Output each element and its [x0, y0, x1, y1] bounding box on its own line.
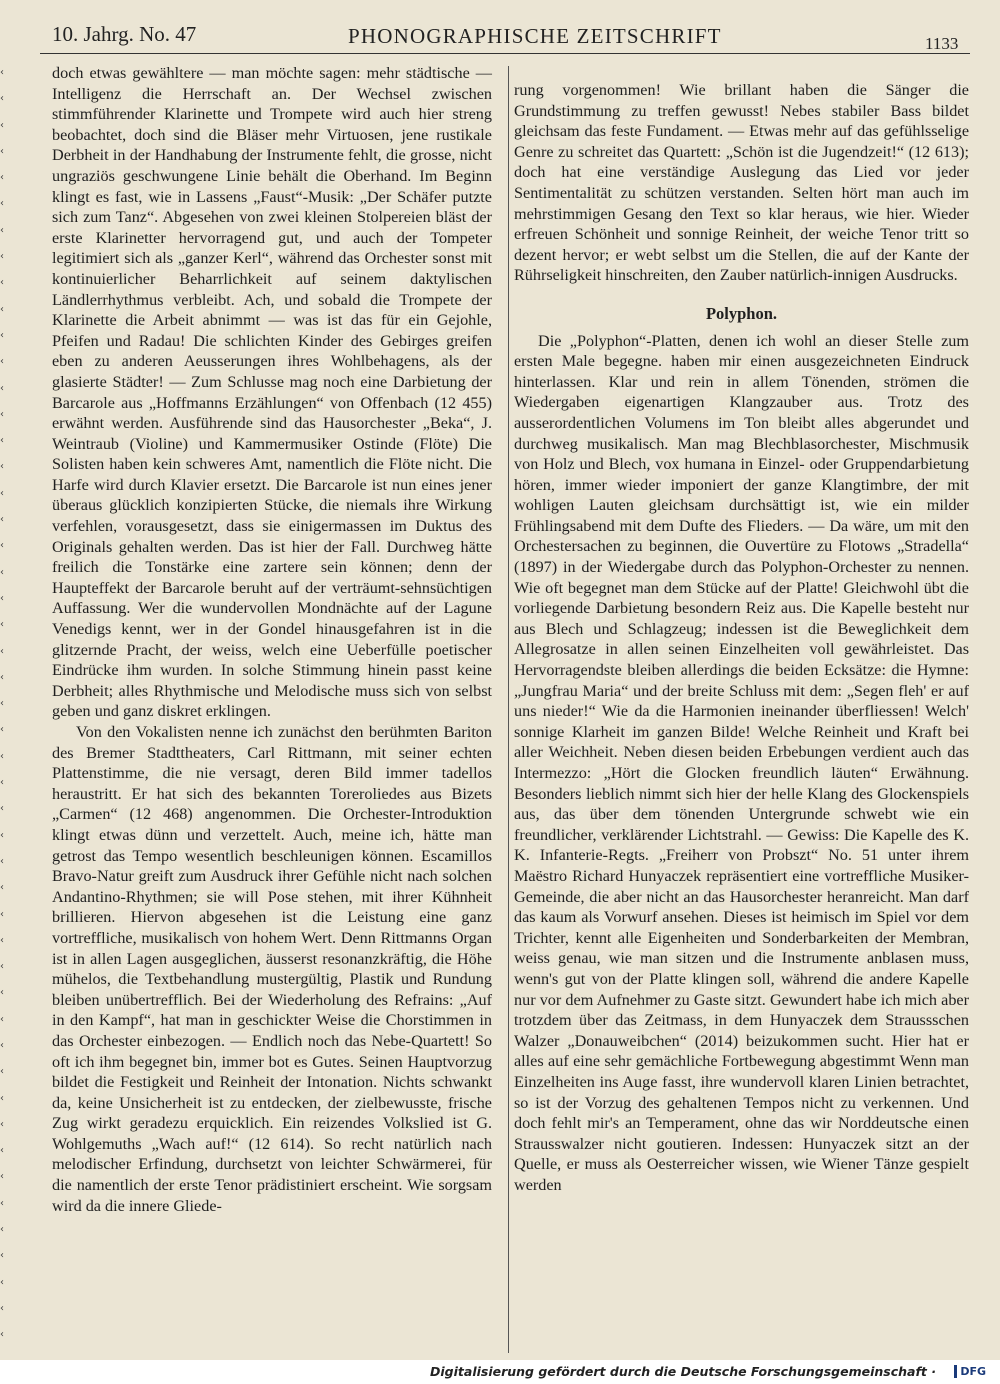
binding-mark-icon: ‹ [0, 619, 4, 631]
binding-mark-icon: ‹ [0, 198, 4, 210]
binding-mark-icon: ‹ [0, 724, 4, 736]
binding-mark-icon: ‹ [0, 698, 4, 710]
binding-mark-icon: ‹ [0, 961, 4, 973]
binding-mark-icon: ‹ [0, 461, 4, 473]
binding-mark-icon: ‹ [0, 329, 4, 341]
binding-mark-icon: ‹ [0, 1066, 4, 1078]
left-paragraph-2: Von den Vokalisten nenne ich zunächst den berühmten Bariton des Bremer Stadttheaters, Carl Rittmann, mit seiner echten Plattenstimme, die nie versagt, deren Bild immer tadellos heraustritt. Er hat sich des bekannten Toreroliedes aus Bizets „Carmen“ (12 468) angenommen. Die Orchester-Introduktion klingt etwas dünn und verzettelt. Auch, meine ich, hätte man getrost das Tempo wesentlich beschleunigen können. Escamillos Bravo-Natur greift zum Ausdruck ihrer Gefühle nicht nach solchen Andantino-Rhythmen; sie will Pose stehen, mit ihrer Kühnheit brillieren. Hiervon abgesehen ist die Leistung eine ganz vortreffliche, musikalisch von hohem Wert. Denn Rittmanns Organ ist in allen Lagen ausgeglichen, äusserst resonanzkräftig, die Höhe mühelos, die Textbehandlung mustergültig, Plastik und Rundung bleiben unübertrefflich. Bei der Wiederholung des Refrains: „Auf in den Kampf“, hat man in geschickter Weise die Chorstimmen in das Orchester einbezogen. — Endlich noch das Nebe-Quartett! So oft ich ihm begegnet bin, immer bot es Gutes. Seinen Hauptvorzug bildet die Festigkeit und Reinheit der Intonation. Nichts schwankt da, keine Unsicherheit ist zu entdecken, der zielbewusste, frische Zug wirkt geradezu erquicklich. Ein reizendes Volkslied ist G. Wohlgemuths „Wach auf!“ (12 614). So recht natürlich nach melodischer Erfindung, durchsetzt von leichter Schwärmerei, für die namentlich der erste Tenor prädistiniert erscheint. Wie sorgsam wird da die innere Gliede- [52, 723, 492, 1215]
binding-mark-icon: ‹ [0, 803, 4, 815]
binding-mark-icon: ‹ [0, 829, 4, 841]
binding-mark-icon: ‹ [0, 1145, 4, 1157]
dfg-logo-icon: DFG [954, 1365, 986, 1378]
footer-bar [0, 1360, 1000, 1384]
binding-mark-icon: ‹ [0, 251, 4, 263]
page-number: 1133 [925, 34, 959, 53]
right-column [514, 80, 969, 1195]
binding-mark-icon: ‹ [0, 1118, 4, 1130]
binding-mark-icon: ‹ [0, 592, 4, 604]
binding-mark-icon: ‹ [0, 277, 4, 289]
binding-mark-icon: ‹ [0, 303, 4, 315]
funding-credit: Digitalisierung gefördert durch die Deutsche Forschungsgemeinschaft · [430, 1364, 936, 1379]
section-heading-polyphon: Polyphon. [705, 303, 778, 323]
binding-mark-icon: ‹ [0, 566, 4, 578]
binding-mark-icon: ‹ [0, 408, 4, 420]
binding-mark-icon: ‹ [0, 777, 4, 789]
binding-mark-icon: ‹ [0, 1013, 4, 1025]
binding-mark-icon: ‹ [0, 67, 4, 78]
binding-mark-icon: ‹ [0, 1276, 4, 1288]
binding-mark-icon: ‹ [0, 1329, 4, 1341]
right-paragraph-1: rung vorgenommen! Wie brillant haben die Sänger die Grundstimmung zu treffen gewusst! Nebes stabiler Bass bildet gleichsam das feste Fundament. — Etwas mehr auf das gefühlsselige Genre zu schreitet das Quartett: „Schön ist die Jugendzeit!“ (12 613); doch hat eine verständige Auslegung das Lied vor jeder Sentimentalität zu schützen verstanden. Selten hört man auch im mehrstimmigen Gesang den Text so klar heraus, wie hier. Wieder erfreuen Schönheit und sonnige Reinheit, der weiche Tenor tritt so dezent hervor; er webt selbst um die Stellen, die auf der Kante der Rührseligkeit hinschreiten, den Zauber natürlich-innigen Ausdrucks. [514, 81, 969, 285]
binding-mark-icon: ‹ [0, 987, 4, 999]
binding-mark-icon: ‹ [0, 1302, 4, 1314]
binding-mark-icon: ‹ [0, 855, 4, 867]
binding-mark-icon: ‹ [0, 882, 4, 894]
binding-edge [0, 60, 9, 1360]
binding-mark-icon: ‹ [0, 382, 4, 394]
volume-issue-label: 10. Jahrg. No. 47 [52, 22, 197, 46]
binding-mark-icon: ‹ [0, 224, 4, 236]
binding-mark-icon: ‹ [0, 645, 4, 657]
left-paragraph-1: doch etwas gewähltere — man möchte sagen: mehr städtische — Intelligenz die Herrschaft an. Der Wechsel zwischen stimmführender Klarinette und Trompete wird auch hier streng beobachtet, doch sind die Bläser mehr Virtuosen, jene rustikale Derbheit in der Handhabung der Instrumente fehlt, die grosse, nicht ungraziös geschwungene Linie behält die Oberhand. Im Beginn klingt es fast, wie in Lassens „Faust“-Musik: „Der Schäfer putzte sich zum Tanz“. Abgesehen von zwei kleinen Stolpereien bläst der erste Klarinetter hervorragend gut, und auch der Tompeter legitimiert sich als „ganzer Kerl“, während das Orchester sonst mit kontinuierlicher Beharrlichkeit auf seinem daktylischen Ländlerrhythmus verbleibt. Ach, und sobald die Trompete der Klarinette die Arbeit abnimmt — was ist das für ein Gejohle, Pfeifen und Radau! Die schlichten Kinder des Gebirges greifen eben zu anderen Aeusserungen ihres Wohlbehagens, als der glasierte Städter! — Zum Schlusse mag noch eine Darbietung der Barcarole aus „Hoffmanns Erzählungen“ von Offenbach (12 455) erwähnt werden. Ausführende sind das Hausorchester „Beka“, J. Weintraub (Violine) und Kammermusiker Ostinde (Flöte) Die Solisten haben kein schweres Amt, namentlich die Flöte nicht. Die Harfe wird durch Klavier ersetzt. Die Barcarole ist nun eines jener überaus glücklich konzipierten Stücke, die niemals ihre Wirkung verfehlen, vorausgesetzt, dass sie einigermassen im Duktus des Originals gehalten werden. Das ist hier der Fall. Durchweg hätte freilich die Tonstärke eine zartere sein können; denn der Haupteffekt der Barcarole beruht auf der verträumt-sehnsüchtigen Auffassung. Wer die wundervollen Mondnächte auf der Lagune Venedigs kennt, wer in der Gondel hinausgefahren ist in die glitzernde Pracht, der weiss, welch eine Ueberfülle poetischer Eindrücke ihm wurden. In solche Stimmung hinein passt keine Derbheit; alles Rhythmische und Melodische muss sich von selbst geben und ganz diskret erklingen. [52, 64, 492, 721]
binding-mark-icon: ‹ [0, 93, 4, 105]
binding-mark-icon: ‹ [0, 119, 4, 131]
binding-mark-icon: ‹ [0, 934, 4, 946]
binding-mark-icon: ‹ [0, 671, 4, 683]
binding-mark-icon: ‹ [0, 172, 4, 184]
binding-mark-icon: ‹ [0, 487, 4, 499]
section-spacer [514, 286, 969, 304]
binding-mark-icon: ‹ [0, 1250, 4, 1262]
header-rule [40, 53, 970, 54]
left-column [52, 63, 492, 1216]
journal-title: PHONOGRAPHISCHE ZEITSCHRIFT [348, 24, 722, 48]
binding-mark-icon: ‹ [0, 1171, 4, 1183]
right-paragraph-2: Die „Polyphon“-Platten, denen ich wohl an dieser Stelle zum ersten Male begegne. haben mir einen ausgezeichneten Eindruck hinterlassen. Klar und rein in allem Tönenden, strömen die Wiedergaben eigenartigen Klangzauber aus. Trotz des ausserordentlichen Volumens im Ton bleibt alles abgerundet und durchweg musikalisch. Man mag Blechblasorchester, Mischmusik von Holz und Blech, vox humana in Einzel- oder Gruppendarbietung hören, immer wieder imponiert der ganze Klangtimbre, der mit wohligen Lauten gleichsam durchsättigt ist, wie ein milder Frühlingsabend mit dem Dufte des Flieders. — Da wäre, um mit den Orchestersachen zu beginnen, die Ouvertüre zu Flotows „Stradella“ (1897) in der Wiedergabe durch das Polyphon-Orchester zu nennen. Wie oft begegnet man dem Stücke auf der Platte! Gleichwohl übt die vorliegende Darbietung besondern Reiz aus. Die Kapelle besteht nur aus Blech und Schlagzeug; indessen ist die Beweglichkeit dem Allegrosatze in allen seinen Einzelheiten voll gewährleistet. Das Hervorragendste bleiben allerdings die beiden Ecksätze: die Hymne: „Jungfrau Maria“ und der breite Schluss mit dem: „Segen fleh' er auf uns nieder!“ Wie da die Harmonien ineinander überfliessen! Welch' sonnige Klarheit im ganzen Bilde! Welche Reinheit und Kraft bei aller Weichheit. Neben diesen beiden Erbebungen verdient auch das Intermezzo: „Hört die Glocken freundlich läuten“ Erwähnung. Besonders lieblich nimmt sich hier der helle Klang des Glockenspiels aus, das über dem tönenden Untergrunde schwebt wie ein freundlicher, verklärender Lichtstrahl. — Gewiss: Die Kapelle des K. K. Infanterie-Regts. „Freiherr von Probszt“ No. 51 unter ihrem Maëstro Richard Hunyaczek repräsentiert eine vortreffliche Musiker-Gemeinde, die aber nicht an das Hausorchester heranreicht. Man darf das kaum als Vorwurf ansehen. Dieses ist heimisch im Spiel vor dem Trichter, kennt alle Eigenheiten und Sonderbarkeiten der Membran, weiss genau, wie man sitzen und die Instrumente anblasen muss, wenn's gut von der Platte klingen soll, während die andere Kapelle nur vor dem Aufnehmer zu Gaste sitzt. Gewundert habe ich mich aber trotzdem über das Zeitmass, in dem Hunyaczek dem Straussschen Walzer „Donauweibchen“ (2014) beizukommen sucht. Hier hat er alles auf eine sehr gemächliche Fortbewegung abgestimmt Wenn man Einzelheiten ins Auge fasst, ihre wundervoll klaren Linien betrachtet, so ist der Vorzug des gehaltenen Tempos nicht zu verkennen. Und doch fehlt mir's an Temperament, ohne das wir Norddeutsche einen Strausswalzer nicht goutieren. Indessen: Hunyaczek sitzt an der Quelle, er muss als Oesterreicher wissen, wie Wiener Tänze gespielt werden [514, 331, 969, 1194]
binding-mark-icon: ‹ [0, 540, 4, 552]
binding-mark-icon: ‹ [0, 750, 4, 762]
binding-mark-icon: ‹ [0, 435, 4, 447]
binding-mark-icon: ‹ [0, 1197, 4, 1209]
binding-mark-icon: ‹ [0, 908, 4, 920]
binding-mark-icon: ‹ [0, 1092, 4, 1104]
column-divider [508, 66, 509, 1353]
binding-mark-icon: ‹ [0, 356, 4, 368]
binding-mark-icon: ‹ [0, 514, 4, 526]
binding-mark-icon: ‹ [0, 145, 4, 157]
binding-mark-icon: ‹ [0, 1039, 4, 1051]
binding-mark-icon: ‹ [0, 1224, 4, 1236]
